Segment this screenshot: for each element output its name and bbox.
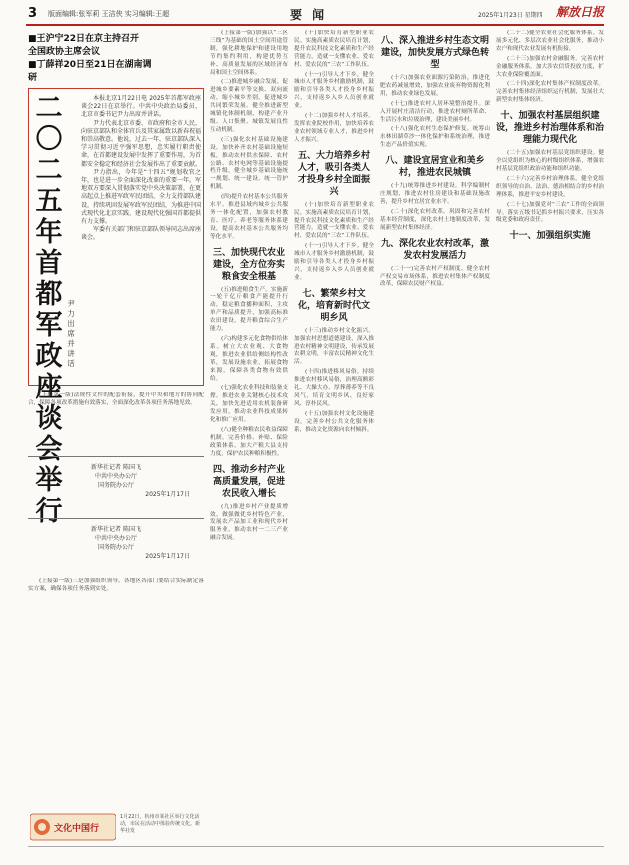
logo-label: 文化中国行 [54,824,100,834]
section-heading: 三、加快现代农业建设，全方位夯实粮食安全根基 [212,247,285,282]
paragraph: (五)推进粮食生产。实施新一轮千亿斤粮食产能提升行动，稳定粮食播种面积，主攻单产和品质提升，加强高标准农田建设，提升粮食综合生产能力。 [210,286,288,333]
paragraph: (十一)引导人才下乡。健全城市人才服务乡村激励机制，鼓励和引导各类人才投身乡村振兴，支持返乡入乡人员创业就业。 [294,71,374,110]
section-heading: 十一、加强组织实施 [509,231,591,242]
paragraph: (十)加快培育新型职业农民。实施高素质农民培育计划，提升农民科技文化素质和生产经营能力，造就一支懂农业、爱农村、爱农民的“三农”工作队伍。 [294,30,374,68]
paragraph: (十五)加强农村文化设施建设。完善乡村公共文化服务体系，推动文化资源向农村倾斜。 [294,410,374,433]
feature-byline: 尹力 出席并讲话 [67,299,75,368]
paragraph: (十一)引导人才下乡。健全城市人才服务乡村激励机制，鼓励和引导各类人才投身乡村振兴，支持返乡入乡人员创业就业。 [294,243,374,281]
source-org: 中共中央办公厅 [94,473,137,480]
editor-credits: 版面编辑:张军莉 王洁侠 实习编辑:王超 [48,10,170,18]
paragraph: (十六)加强农业面源污染防治。推进化肥农药减量增效，加强农业废弃物资源化利用，推动农业绿色发展。 [380,75,490,97]
column-5 [496,30,604,845]
paragraph: (十八)强化农村生态保护修复。统筹山水林田湖草沙一体化保护和系统治理，推进生态产品价值实现。 [380,126,490,149]
paragraph: (二十六)完善乡村治理体系。健全党组织领导的自治、法治、德治相结合的乡村治理体系，推进平安乡村建设。 [496,175,604,198]
paragraph: (二十)深化农村改革。巩固和完善农村基本经营制度，深化农村土地制度改革，发展新型农村集体经济。 [380,208,490,231]
lead-note-text: (上接第一版)法规性文件的配套衔接，提升中央和地方的协同配合，保障各项改革措施有效落实，全面深化改革各项任务落地见效。 [28,392,204,406]
paragraph: (十二)加强乡村人才培养。发挥农业院校作用，加快培养农业农村领域专业人才，推进乡村人才振兴。 [294,113,374,143]
paragraph: (十七)推进农村人居环境整治提升。深入开展村庄清洁行动，推进农村厕所革命、生活污水和垃圾治理，建设美丽乡村。 [380,100,490,123]
section-heading: 七、繁荣乡村文化，培育新时代文明乡风 [297,288,370,323]
brief-headlines [28,33,200,96]
headline: ■丁薛祥20日至21日在湖南调 [28,60,152,70]
column-2 [210,30,288,845]
feature-title: 二〇二五年首都军政座谈会举行 [35,93,63,527]
source-org: 国务院办公厅 [97,544,134,551]
source-org: 中共中央办公厅 [94,535,137,542]
paragraph: (八)健全种粮农民收益保障机制。完善价格、补贴、保险政策体系，加大产粮大县支持力度，保护农民种粮积极性。 [210,426,288,457]
column-3 [294,30,374,845]
paragraph: (二十一)完善农村产权制度。健全农村产权交易市场体系，推进农村集体产权制度改革，保障农民财产权益。 [380,265,490,288]
paragraph: (十)加快培育新型职业农民。实施高素质农民培育计划，提升农民科技文化素质和生产经营能力，造就一支懂农业、爱农村、爱农民的“三农”工作队伍。 [294,201,374,240]
paragraph: (上接第一版)加强以“三区三线”为基础的国土空间用途管制，强化耕地保护和建设用地节约集约利用，构建优势互补、高质量发展的区域经济布局和国土空间体系。 [210,30,288,76]
section-heading: 十、加强农村基层组织建设，推进乡村治理体系和治理能力现代化 [496,111,604,146]
bottom-note [28,578,204,804]
paragraph: (四)提升农村基本公共服务水平。推进县域内城乡公共服务一体化配置，加强农村教育、医疗、养老等服务体系建设，提高农村基本公共服务均等化水平。 [210,194,288,240]
headline: ■王沪宁22日在京主持召开 [28,34,140,44]
section-heading: 八、深入推进乡村生态文明建设，加快发展方式绿色转型 [380,36,489,70]
page-bottom-rule [28,846,604,847]
paragraph: (十九)统筹推进乡村建设。科学编制村庄规划，推进农村住房建设和基础设施改善，提升乡村宜居宜业水平。 [380,183,490,205]
paragraph: (七)强化农业科技和装备支撑。推进农业关键核心技术攻关，加快先进适用农机装备研发应用，推动农业科技成果转化和推广应用。 [210,385,288,424]
paragraph: (三)强化农村基础设施建设。加快补齐农村基础设施短板，推动农村供水保障、农村公路、农村电网等基础设施提档升级，健全城乡基础设施统一规划、统一建设、统一管护机制。 [210,136,288,191]
source-org: 新华社记者 陈国飞 [91,526,141,533]
lead-note [28,392,204,448]
paragraph: (九)推进乡村产业提质增效。做强做优乡村特色产业，发展农产品加工业和现代乡村服务业，推动农村一二三产业融合发展。 [210,503,288,542]
paragraph: (二十三)加强农村金融服务。完善农村金融服务体系，加大涉农信贷投放力度，扩大农业保险覆盖面。 [496,55,604,78]
culture-china-tour-logo [30,812,116,842]
paragraph: (二十七)加强党对“三农”工作的全面领导。落实五级书记抓乡村振兴要求，压实各级党委和政府责任。 [496,201,604,224]
column-4 [380,30,490,845]
paragraph: (十四)推进移风易俗。持续推进农村移风易俗，治理高额彩礼、大操大办、厚葬薄养等不良风气，培育文明乡风、良好家风、淳朴民风。 [294,369,374,407]
feature-paragraph: 尹力指出，今年是“十四五”规划收官之年，也是进一步全面深化改革的重要一年。军地双方要深入贯彻落实党中央决策部署，在更高起点上推进军政军民团结，全力支持部队建设，持续巩固发展军政军民团结，为推进中国式现代化北京实践、建设现代化强国首都提供有力支撑。 [81,168,202,226]
page-header [0,0,629,24]
feature-paragraph: 尹力代表北京市委、市政府和全市人民，向驻京部队和全体官兵及其家属致以新春祝福和崇高敬意。他说，过去一年，驻京部队深入学习贯彻习近平强军思想，忠实履行职责使命，在首都建设发展中发挥了重要作用，为首都安全稳定和经济社会发展作出了重要贡献。 [81,119,202,168]
feature-paragraph: 本报北京1月22日电 2025年首都军政座谈会22日在京举行。中共中央政治局委员、北京市委书记尹力出席并讲话。 [81,95,201,119]
paragraph: (二)推进城乡融合发展。促进城乡要素平等交换、双向流动，缩小城乡差别，促进城乡共同繁荣发展。健全推进新型城镇化体制机制，构建产业升级、人口集聚、城镇发展良性互动机制。 [210,79,288,133]
source-org: 国务院办公厅 [97,482,134,489]
bottom-note-text: (上接第一版)三是加强组织领导，各地区各部门要结合实际制定落实方案，确保各项任务落到实处。 [28,578,204,592]
feature-body [81,95,201,243]
headline: 全国政协主席会议 [28,47,101,57]
section-heading: 四、推动乡村产业高质量发展，促进农民收入增长 [212,464,285,499]
paragraph: (十三)推动乡村文化振兴。加强农村思想道德建设，深入推进农村精神文明建设，传承发展农耕文明，丰富农民精神文化生活。 [294,327,374,366]
section-title: 要 闻 [290,8,328,22]
page-number: 3 [28,6,38,21]
paragraph: (二十五)加强农村基层党组织建设。健全以党组织为核心的村级组织体系，增强农村基层党组织政治功能和组织功能。 [496,150,604,172]
feature-paragraph: 军委有关部门和驻京部队领导同志出席座谈会。 [81,226,202,242]
source-box [28,456,204,499]
photo-caption: 1月22日，杭州市某社区举行文化活动，市民在活动中体验传统文化。新华社发 [120,814,201,834]
section-heading: 九、深化农业农村改革，激发农村发展活力 [380,238,489,261]
paragraph: (六)构建多元化食物供给体系。树立大农业观、大食物观，推进农业供给侧结构性改革，发展设施农业，拓展食物来源，保障各类食物有效供给。 [210,336,288,382]
paragraph: (二十四)深化农村集体产权制度改革。完善农村集体经济组织运行机制，发展壮大新型农村集体经济。 [496,81,604,104]
paragraph: (二十二)健全农业社会化服务体系。发展多元化、多层次农业社会化服务，推动小农户和现代农业发展有机衔接。 [496,30,604,52]
headline: 研 [28,73,38,83]
header-rule [26,24,604,26]
newspaper-logo: 解放日报 [556,5,605,19]
source-date: 2025年1月17日 [145,491,190,498]
source-date: 2025年1月17日 [145,553,190,560]
source-org: 新华社记者 陈国飞 [91,464,141,471]
section-heading: 八、建设宜居宜业和美乡村，推进农民城镇 [385,156,485,179]
source-box [28,518,204,561]
section-heading: 五、大力培养乡村人才，吸引各类人才投身乡村全面振兴 [297,150,370,197]
issue-date: 2025年1月23日 星期四 [478,12,543,19]
